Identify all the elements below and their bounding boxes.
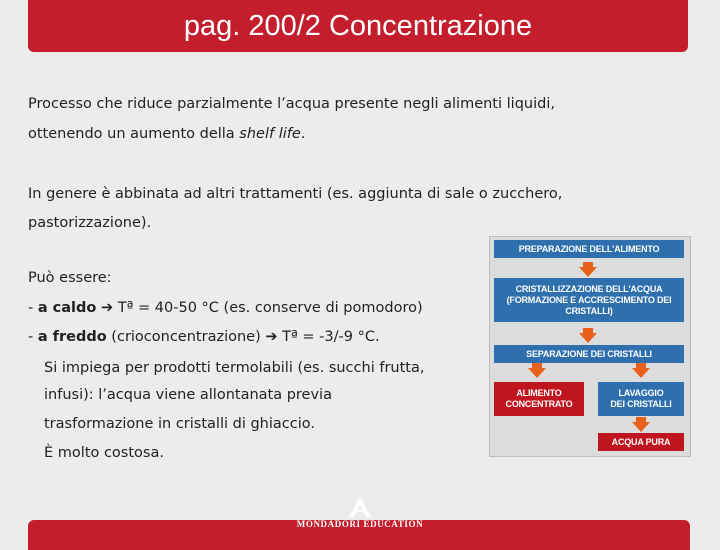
diagram-output-concentrate [494,382,584,416]
diagram-label: DEI CRISTALLI [610,399,672,409]
arrow-down-icon [579,267,597,277]
arrow-down-icon [632,368,650,378]
concentration-flow-diagram [489,236,691,457]
arrow-down-icon [632,422,650,432]
list-item-freddo [28,327,380,347]
arrow-icon: ➔ [265,329,278,345]
diagram-label: (FORMAZIONE E ACCRESCIMENTO DEI [506,294,672,305]
diagram-label: CRISTALLIZZAZIONE DELL'ACQUA [515,283,663,294]
arrow-icon: ➔ [100,300,114,316]
diagram-output-pure-water [598,433,684,451]
text: Tª = -3/-9 °C. [277,329,380,345]
diagram-label: PREPARAZIONE DELL'ALIMENTO [518,243,660,254]
text: (crioconcentrazione) [106,329,266,345]
diagram-label: SEPARAZIONE DEI CRISTALLI [526,348,652,359]
logo-text: MONDADORI EDUCATION [296,519,424,529]
shelf-life-term: shelf life [239,126,301,142]
text: Tª = 40-50 °C (es. conserve di pomodoro) [113,300,423,316]
arrow-down-icon [528,368,546,378]
list-dash: - [28,300,38,316]
text: . [300,126,306,142]
diagram-label: ACQUA PURA [611,436,671,447]
diagram-label: CONCENTRATO [505,399,573,409]
paragraph-line: Può essere: [28,270,112,286]
list-dash: - [28,329,38,345]
diagram-label: CRISTALLI) [565,305,613,316]
diagram-label: LAVAGGIO [618,388,664,398]
paragraph-line: In genere è abbinata ad altri trattamenti (es. aggiunta di sale o zucchero, [28,186,563,202]
paragraph-line: Processo che riduce parzialmente l’acqua presente negli alimenti liquidi, [28,96,555,112]
paragraph-line: pastorizzazione). [28,215,152,231]
paragraph-line: infusi): l’acqua viene allontanata previa [44,387,332,403]
paragraph-line: Si impiega per prodotti termolabili (es. succhi frutta, [44,360,425,376]
paragraph-line [28,124,305,144]
term-freddo: a freddo [37,329,107,345]
diagram-step-washing [598,382,684,416]
page-title: pag. 200/2 Concentrazione [183,9,533,42]
diagram-step-separation [494,345,684,363]
text: ottenendo un aumento della [28,126,240,142]
term-caldo: a caldo [37,300,97,316]
diagram-step-preparation [494,240,684,258]
list-item-caldo [28,298,423,318]
publisher-logo [0,496,720,529]
title-bar [28,0,688,52]
diagram-step-crystallization [494,278,684,322]
mondadori-logo-icon [344,496,376,518]
paragraph-line: trasformazione in cristalli di ghiaccio. [44,416,315,432]
paragraph-line: È molto costosa. [44,445,164,461]
arrow-down-icon [579,333,597,343]
diagram-label: ALIMENTO [516,388,562,398]
